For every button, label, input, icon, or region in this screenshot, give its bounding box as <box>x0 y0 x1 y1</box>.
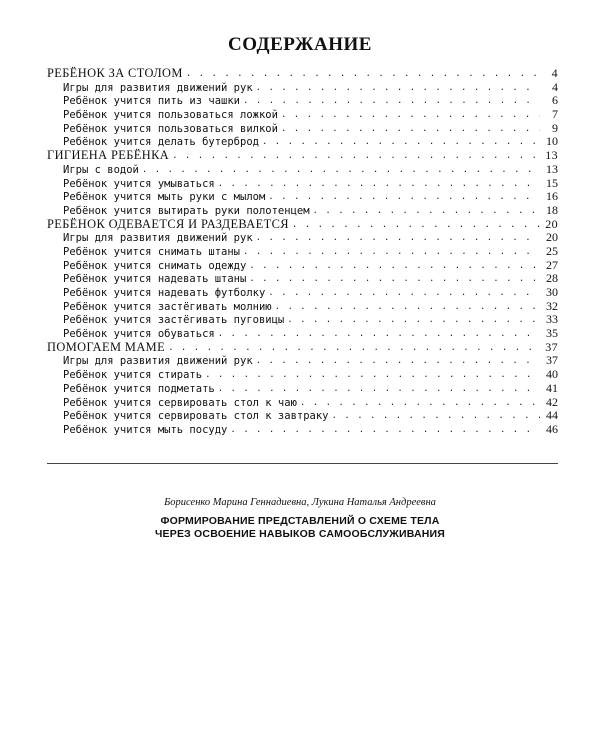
toc-page-number: 32 <box>546 298 558 313</box>
toc-entry-label: Ребёнок учится надевать футболку <box>63 287 266 299</box>
toc-page-number: 37 <box>545 339 558 354</box>
toc-entry-row <box>47 313 558 327</box>
dot-leader <box>168 342 540 356</box>
toc-entry-row <box>47 272 558 286</box>
toc-entry-label: Ребёнок учится надевать штаны <box>63 273 247 286</box>
toc-page-number: 28 <box>546 271 558 286</box>
toc-page-number: 27 <box>546 257 558 272</box>
dot-leader <box>205 369 540 383</box>
toc-entry-label: Ребёнок учится сервировать стол к чаю <box>63 396 297 409</box>
dot-leader <box>313 205 540 219</box>
dot-leader <box>249 273 540 287</box>
toc-section-title: ГИГИЕНА РЕБЁНКА <box>47 148 170 163</box>
dot-leader <box>268 191 540 205</box>
toc-page-number: 6 <box>552 93 558 108</box>
toc-entry-label: Игры для развития движений рук <box>63 355 253 368</box>
toc-entry-label: Ребёнок учится снимать штаны <box>63 245 241 258</box>
toc-page-number: 25 <box>546 243 558 258</box>
toc-entry-label: Ребёнок учится мыть руки с мылом <box>63 191 266 204</box>
toc-page-number: 13 <box>546 161 558 176</box>
dot-leader <box>142 164 540 178</box>
toc-page-number: 30 <box>546 285 558 299</box>
toc-entry-label: Ребёнок учится вытирать руки полотенцем <box>63 204 310 217</box>
toc-entry-label: Игры для развития движений рук <box>63 81 253 94</box>
toc-entry-row <box>47 177 558 191</box>
toc-page-number: 41 <box>546 380 558 395</box>
toc-page-number: 20 <box>546 230 558 245</box>
dot-leader <box>218 383 540 397</box>
toc-entry-label: Ребёнок учится мыть посуду <box>63 423 228 436</box>
dot-leader <box>281 109 540 123</box>
dot-leader <box>332 410 540 424</box>
toc-entry-label: Ребёнок учится умываться <box>63 177 215 190</box>
toc-entry-label: Ребёнок учится стирать <box>63 369 203 382</box>
toc-page-number: 37 <box>546 353 558 368</box>
toc-section-row <box>47 341 558 355</box>
toc-section-title: РЕБЁНОК ЗА СТОЛОМ <box>47 66 183 80</box>
toc-page-number: 4 <box>552 79 558 94</box>
dot-leader <box>275 301 540 315</box>
table-of-contents <box>47 67 558 437</box>
toc-page-number: 42 <box>546 394 558 409</box>
toc-page-number: 18 <box>546 202 558 217</box>
toc-page-number: 13 <box>545 148 558 163</box>
toc-entry-label: Игры с водой <box>63 163 139 176</box>
dot-leader <box>287 314 540 328</box>
dot-leader <box>218 178 540 192</box>
dot-leader <box>186 68 540 82</box>
toc-entry-row <box>47 245 558 259</box>
dot-leader <box>300 397 540 411</box>
toc-entry-row <box>47 163 558 177</box>
dot-leader <box>256 355 540 369</box>
toc-page-number: 7 <box>552 107 558 122</box>
toc-entry-row <box>47 354 558 368</box>
toc-entry-row <box>47 396 558 410</box>
toc-section-title: ПОМОГАЕМ МАМЕ <box>47 339 166 354</box>
dot-leader <box>281 123 540 137</box>
toc-page-number: 4 <box>551 66 558 80</box>
toc-entry-label: Ребёнок учится застёгивать пуговицы <box>63 314 285 327</box>
toc-entry-label: Ребёнок учится пользоваться вилкой <box>63 122 278 135</box>
toc-page-number: 46 <box>546 421 558 436</box>
toc-page-number: 44 <box>546 408 558 423</box>
toc-entry-label: Ребёнок учится обуваться <box>63 328 215 341</box>
toc-title: СОДЕРЖАНИЕ <box>228 34 372 55</box>
dot-leader <box>172 150 540 164</box>
book-title-line-1: ФОРМИРОВАНИЕ ПРЕДСТАВЛЕНИЙ О СХЕМЕ ТЕЛА <box>160 515 440 527</box>
toc-entry-row <box>47 368 558 382</box>
toc-entry-row <box>47 81 558 95</box>
toc-entry-label: Ребёнок учится пользоваться ложкой <box>63 109 278 122</box>
dot-leader <box>292 219 540 233</box>
toc-page-number: 40 <box>546 367 558 382</box>
toc-page-number: 20 <box>545 216 558 231</box>
dot-leader <box>218 328 540 342</box>
toc-entry-label: Ребёнок учится пить из чашки <box>63 95 241 108</box>
dot-leader <box>262 136 540 150</box>
toc-entry-row <box>47 122 558 136</box>
dot-leader <box>230 424 540 438</box>
toc-entry-row <box>47 382 558 396</box>
toc-entry-label: Ребёнок учится подметать <box>63 382 215 395</box>
dot-leader <box>256 82 540 96</box>
toc-page-number: 10 <box>546 134 558 149</box>
toc-entry-row <box>47 327 558 341</box>
toc-entry-row <box>47 108 558 122</box>
dot-leader <box>268 287 540 301</box>
dot-leader <box>243 246 540 260</box>
toc-page-number: 33 <box>546 312 558 327</box>
toc-entry-row <box>47 135 558 149</box>
toc-entry-row <box>47 204 558 218</box>
toc-section-title: РЕБЁНОК ОДЕВАЕТСЯ И РАЗДЕВАЕТСЯ <box>47 216 289 231</box>
dot-leader <box>243 95 540 109</box>
toc-entry-label: Игры для развития движений рук <box>63 232 253 245</box>
dot-leader <box>249 260 540 274</box>
toc-entry-row <box>47 231 558 245</box>
book-title-line-2: ЧЕРЕЗ ОСВОЕНИЕ НАВЫКОВ САМООБСЛУЖИВАНИЯ <box>154 528 446 540</box>
toc-page-number: 35 <box>546 326 558 341</box>
dot-leader <box>256 232 540 246</box>
toc-entry-row <box>47 286 558 300</box>
toc-page-number: 16 <box>546 189 558 204</box>
toc-page-number: 9 <box>552 120 558 135</box>
toc-entry-row <box>47 409 558 423</box>
toc-entry-row <box>47 94 558 108</box>
toc-entry-row <box>47 259 558 273</box>
toc-entry-row <box>47 423 558 437</box>
toc-entry-label: Ребёнок учится сервировать стол к завтраку <box>63 410 329 423</box>
toc-entry-label: Ребёнок учится застёгивать молнию <box>63 300 272 313</box>
toc-entry-row <box>47 190 558 204</box>
book-title <box>0 515 600 541</box>
divider-line <box>47 463 558 464</box>
toc-section-row <box>47 218 558 232</box>
toc-entry-row <box>47 300 558 314</box>
toc-entry-label: Ребёнок учится снимать одежду <box>63 259 247 272</box>
toc-section-row <box>47 67 558 81</box>
toc-page-number: 15 <box>546 175 558 190</box>
toc-section-row <box>47 149 558 163</box>
book-authors: Борисенко Марина Геннадиевна, Лукина Наталья Андреевна <box>164 497 436 508</box>
toc-entry-label: Ребёнок учится делать бутерброд <box>63 136 259 149</box>
